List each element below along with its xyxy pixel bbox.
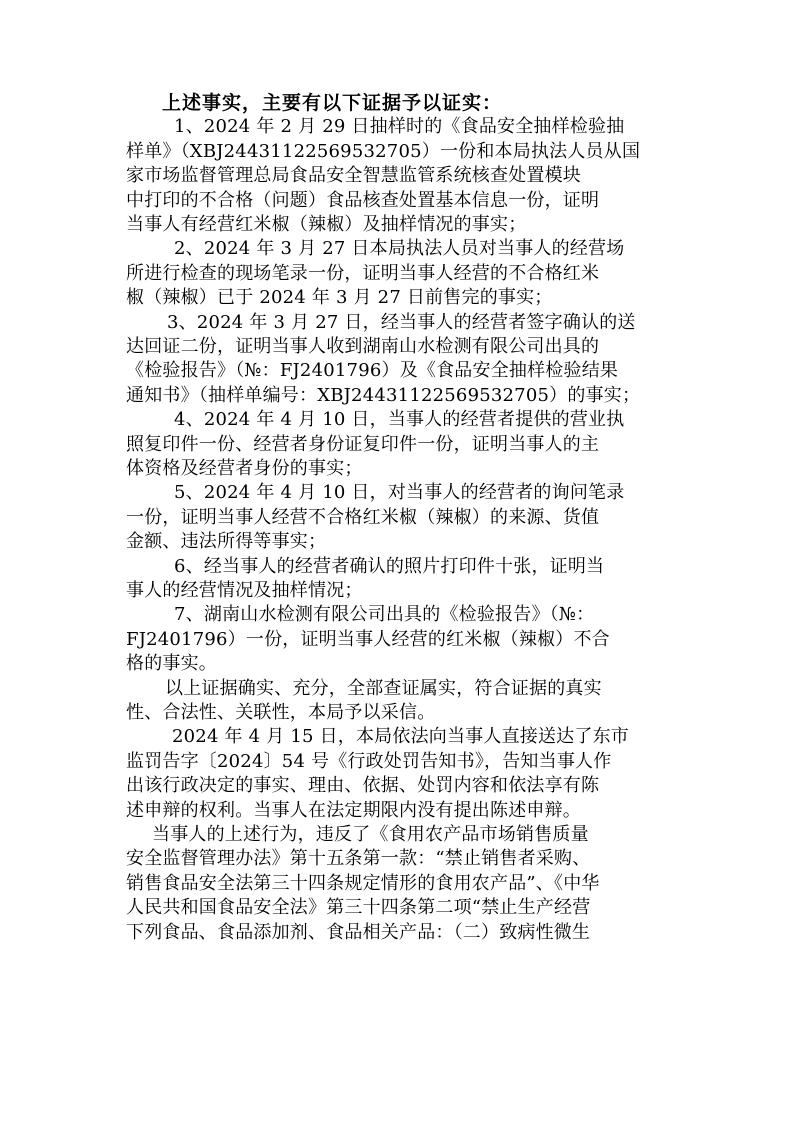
paragraph-line: 《检验报告》（№：FJ2401796）及《食品安全抽样检验结果	[126, 360, 619, 382]
paragraph-line: 性、合法性、关联性，本局予以采信。	[126, 702, 436, 723]
paragraph-line: 5、2024 年 4 月 10 日，对当事人的经营者的询问笔录	[174, 482, 625, 504]
paragraph-line: 事人的经营情况及抽样情况；	[126, 580, 363, 601]
paragraph-line: 所进行检查的现场笔录一份，证明当事人经营的不合格红米	[126, 262, 600, 284]
paragraph-line: 中打印的不合格（问题）食品核查处置基本信息一份，证明	[126, 189, 600, 211]
paragraph-line: 家市场监督管理总局食品安全智慧监管系统核查处置模块	[126, 165, 581, 187]
paragraph-line: 述申辩的权利。当事人在法定期限内没有提出陈述申辩。	[126, 799, 581, 821]
paragraph-line: 出该行政决定的事实、理由、依据、处罚内容和依法享有陈	[126, 775, 600, 797]
paragraph-line: 监罚告字〔2024〕54 号《行政处罚告知书》，告知当事人作	[126, 750, 612, 772]
paragraph-line: 安全监督管理办法》第十五条第一款：“禁止销售者采购、	[126, 848, 591, 870]
paragraph-line: 3、2024 年 3 月 27 日，经当事人的经营者签字确认的送	[167, 311, 636, 333]
paragraph-line: 以上证据确实、充分，全部查证属实，符合证据的真实	[165, 677, 602, 699]
paragraph-line: 当事人有经营红米椒（辣椒）及抽样情况的事实；	[126, 214, 527, 235]
paragraph-line: 格的事实。	[126, 653, 217, 675]
paragraph-line: 2024 年 4 月 15 日，本局依法向当事人直接送达了东市	[172, 726, 629, 748]
paragraph-line: 7、湖南山水检测有限公司出具的《检验报告》（№：	[174, 604, 595, 626]
paragraph-line: 2、2024 年 3 月 27 日本局执法人员对当事人的经营场	[174, 238, 625, 260]
paragraph-line: 体资格及经营者身份的事实；	[126, 458, 363, 479]
paragraph-line: 1、2024 年 2 月 29 日抽样时的《食品安全抽样检验抽	[174, 116, 625, 138]
paragraph-line: 通知书》（抽样单编号：XBJ24431122569532705）的事实；	[126, 384, 641, 406]
paragraph-line: 达回证二份，证明当事人收到湖南山水检测有限公司出具的	[126, 336, 600, 357]
paragraph-line: 销售食品安全法第三十四条规定情形的食用农产品”、《中华	[126, 872, 600, 894]
paragraph-line: 样单》（XBJ24431122569532705）一份和本局执法人员从国	[126, 140, 641, 162]
paragraph-line: 当事人的上述行为，违反了《食用农产品市场销售质量	[152, 824, 589, 845]
paragraph-line: 一份，证明当事人经营不合格红米椒（辣椒）的来源、货值	[126, 506, 600, 528]
paragraph-line: 椒（辣椒）已于 2024 年 3 月 27 日前售完的事实；	[126, 287, 553, 309]
paragraph-line: FJ2401796）一份，证明当事人经营的红米椒（辣椒）不合	[126, 628, 610, 650]
paragraph-line: 下列食品、食品添加剂、食品相关产品：（二）致病性微生	[126, 921, 591, 943]
paragraph-line: 4、2024 年 4 月 10 日，当事人的经营者提供的营业执	[174, 409, 625, 431]
paragraph-line: 人民共和国食品安全法》第三十四条第二项“禁止生产经营	[126, 897, 591, 919]
paragraph-line: 照复印件一份、经营者身份证复印件一份，证明当事人的主	[126, 433, 600, 455]
paragraph-line: 金额、违法所得等事实；	[126, 531, 327, 553]
paragraph-line: 6、经当事人的经营者确认的照片打印件十张，证明当	[174, 555, 605, 577]
page-heading: 上述事实，主要有以下证据予以证实：	[162, 92, 503, 114]
